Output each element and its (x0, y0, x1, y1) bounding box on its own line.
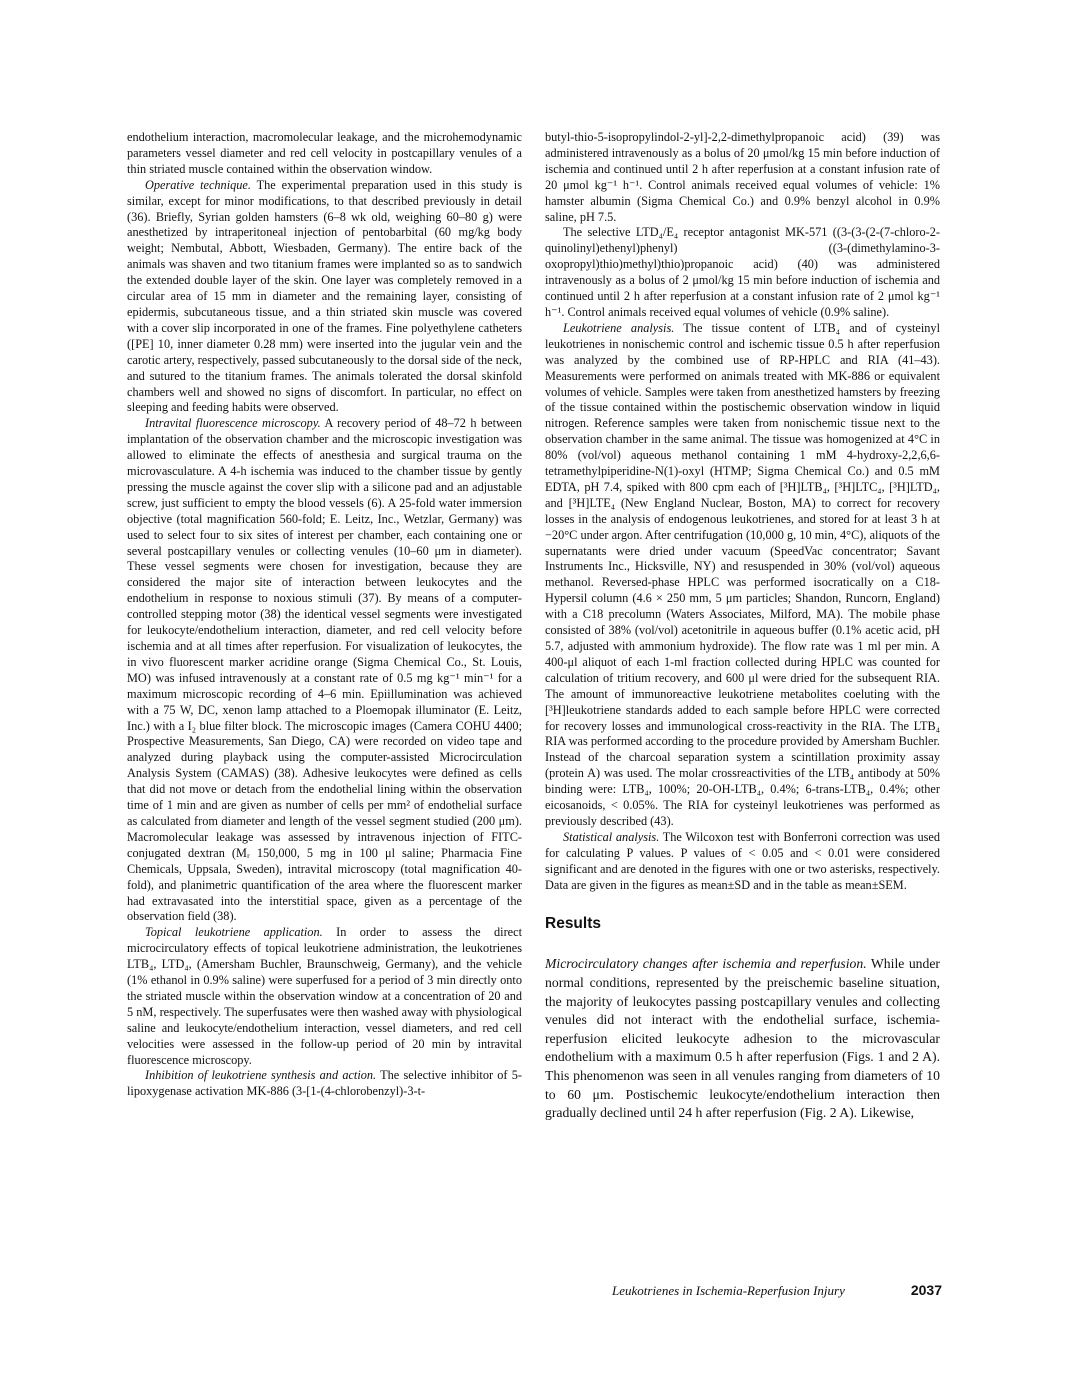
paragraph-heading: Intravital fluorescence microscopy. (145, 416, 321, 431)
paragraph-inhibition (127, 1068, 522, 1100)
paragraph-heading: Microcirculatory changes after ischemia and reperfusion. (545, 956, 867, 972)
paragraph-mk886-continued: butyl-thio-5-isopropylindol-2-yl]-2,2-dimethylpropanoic acid) (39) was administered intravenously as a bolus of 20 μmol/kg 15 min before induction of ischemia and continued until 2 h after reperfusion at a constant infusion rate of 20 μmol kg⁻¹ h⁻¹. Control animals received equal volumes of vehicle: 1% hamster albumin (Sigma Chemical Co.) and 0.9% benzyl alcohol in 0.9% saline, pH 7.5. (545, 130, 940, 224)
paragraph-operative-technique (127, 178, 522, 417)
right-column (545, 130, 940, 1123)
paragraph-body: The Wilcoxon test with Bonferroni correction was used for calculating P values. P values of < 0.05 and < 0.01 were considered significant and are denoted in the figures with one or two asterisks, respectively. Data are given in the figures as mean±SD and in the table as mean±SEM. (545, 829, 940, 892)
page-number: 2037 (910, 1282, 942, 1298)
paragraph-body: The tissue content of LTB₄ and of cysteinyl leukotrienes in nonischemic control and ischemic tissue 0.5 h after reperfusion was analyzed by the combined use of RP-HPLC and RIA (41–43). Measurements were performed on animals treated with MK-886 or equivalent volumes of vehicle. Samples were taken from anesthetized hamsters by freezing of the tissue contained within the postischemic observation window in liquid nitrogen. Reference samples were taken from nonischemic tissue next to the observation chamber in the same animal. The tissue was homogenized at 4°C in 80% (vol/vol) aqueous methanol containing 1 mM 4-hydroxy-2,2,6,6-tetramethylpiperidine-N(1)-oxyl (HTMP; Sigma Chemical Co.) and 0.5 mM EDTA, pH 7.4, spiked with 800 cpm each of [³H]LTB₄, [³H]LTC₄, [³H]LTD₄, and [³H]LTE₄ (New England Nuclear, Boston, MA) to correct for recovery losses in the analysis of endogenous leukotrienes, and stored for at least 3 h at −20°C under argon. After centrifugation (10,000 g, 10 min, 4°C), aliquots of the supernatants were dried under vacuum (SpeedVac concentrator; Savant Instruments Inc., Hicksville, NY) and resuspended in 30% (vol/vol) aqueous methanol. Reversed-phase HPLC was performed isocratically on a C18-Hypersil column (4.6 × 250 mm, 5 μm particles; Shandon, Runcorn, England) with a C18 precolumn (Waters Associates, Milford, MA). The mobile phase consisted of 38% (vol/vol) acetonitrile in aqueous buffer (0.1% acetic acid, pH 5.7, adjusted with ammonium hydroxide). The flow rate was 1 ml per min. A 400-μl aliquot of each 1-ml fraction collected during HPLC was counted for calculation of tritium recovery, and 600 μl were dried for the subsequent RIA. The amount of immunoreactive leukotriene metabolites coeluting with the [³H]leukotriene standards added to each sample before HPLC were corrected for recovery losses and immunological cross-reactivity in the RIA. The LTB₄ RIA was performed according to the procedure provided by Amersham Buchler. Instead of the charcoal separation system a scintillation proximity assay (protein A) was used. The molar crossreactivities of the LTB₄ antibody at 50% binding were: LTB₄, 100%; 20-OH-LTB₄, 0.4%; 6-trans-LTB₄, 0.4%; other eicosanoids, < 0.05%. The RIA for cysteinyl leukotrienes was performed as previously described (43). (545, 320, 940, 828)
paragraph-heading: Operative technique. (145, 177, 251, 192)
paragraph-intro-continued: endothelium interaction, macromolecular leakage, and the microhemodynamic parameters vessel diameter and red cell velocity in postcapillary venules of a thin striated muscle contained within the observation window. (127, 130, 522, 176)
paragraph-heading: Statistical analysis. (563, 829, 660, 844)
page-footer (612, 1283, 942, 1299)
paragraph-body: In order to assess the direct microcirculatory effects of topical leukotriene administration, the leukotrienes LTB₄, LTD₄, (Amersham Buchler, Braunschweig, Germany), and the vehicle (1% ethanol in 0.9% saline) were superfused for a period of 3 min directly onto the striated muscle within the observation window at a concentration of 20 and 5 nM, respectively. The superfusates were then washed away with physiological saline and leukocyte/endothelium interaction, vessel diameters, and red cell velocities were assessed in the follow-up period of 20 min by intravital fluorescence microscopy. (127, 925, 522, 1067)
paragraph-results-microcirculatory (545, 955, 940, 1122)
paragraph-topical-application (127, 925, 522, 1068)
left-column (127, 130, 522, 1100)
results-text (545, 955, 940, 1122)
paragraph-intravital-microscopy (127, 416, 522, 925)
paragraph-body: While under normal conditions, represented by the preischemic baseline situation, the majority of leukocytes passing postcapillary venules and collecting venules did not interact with the endothelial surface, ischemia-reperfusion elicited leukocyte adhesion to the microvascular endothelium with a maximum 0.5 h after reperfusion (Figs. 1 and 2 A). This phenomenon was seen in all venules ranging from diameters of 10 to 60 μm. Postischemic leukocyte/endothelium interaction then gradually declined until 24 h after reperfusion (Fig. 2 A). Likewise, (545, 956, 940, 1121)
paragraph-body: The experimental preparation used in this study is similar, except for minor modifications, to that described previously in detail (36). Briefly, Syrian golden hamsters (6–8 wk old, weighing 60–80 g) were anesthetized by intraperitoneal injection of pentobarbital (60 mg/kg body weight; Nembutal, Abbott, Wiesbaden, Germany). The entire back of the animals was shaven and two titanium frames were implanted so as to sandwich the extended double layer of the skin. One layer was completely removed in a circular area of 15 mm in diameter and the remaining layer, consisting of epidermis, subcutaneous tissue, and a thin striated skin muscle was covered with a cover slip incorporated in one of the frames. Fine polyethylene catheters ([PE] 10, inner diameter 0.28 mm) were inserted into the jugular vein and the carotic artery, respectively, passed subcutaneously to the dorsal side of the neck, and sutured to the titanium frames. The animals tolerated the dorsal skinfold chambers well and showed no signs of discomfort. In particular, no effect on sleeping and feeding habits were observed. (127, 177, 522, 415)
paragraph-heading: Topical leukotriene application. (145, 925, 323, 940)
paragraph-heading: Leukotriene analysis. (563, 320, 675, 335)
paragraph-leukotriene-analysis (545, 321, 940, 830)
section-heading-results: Results (545, 914, 601, 932)
paragraph-mk571: The selective LTD₄/E₄ receptor antagonist MK-571 ((3-(3-(2-(7-chloro-2-quinolinyl)ethenyl)phenyl) ((3-(dimethylamino-3-oxopropyl)thio)methyl)thio)propanoic acid) (40) was administered intravenously as a bolus of 2 μmol/kg 15 min before induction of ischemia and continued until 2 h after reperfusion at a constant infusion rate of 2 μmol kg⁻¹ h⁻¹. Control animals received equal volumes of vehicle (0.9% saline). (545, 225, 940, 319)
running-title: Leukotrienes in Ischemia-Reperfusion Injury (612, 1283, 845, 1298)
paragraph-body: The selective inhibitor of 5-lipoxygenase activation MK-886 (3-[1-(4-chlorobenzyl)-3-t- (127, 1068, 522, 1099)
paragraph-statistical-analysis (545, 830, 940, 894)
paragraph-body: A recovery period of 48–72 h between implantation of the observation chamber and the microscopic investigation was allowed to eliminate the effects of anesthesia and surgical trauma on the microvasculature. A 4-h ischemia was induced to the chamber tissue by gently pressing the muscle against the cover slip with a silicone pad and an adjustable screw, just sufficient to empty the blood vessels (6). A 25-fold water immersion objective (total magnification 560-fold; E. Leitz, Inc., Wetzlar, Germany) was used to select four to six sites of interest per chamber, each containing one or several postcapillary venules or collecting venules (10–60 μm in diameter). These vessel segments were chosen for investigation, because they are considered the major site of interaction between leukocytes and the endothelium in response to noxious stimuli (37). By means of a computer-controlled stepping motor (38) the identical vessel segments were investigated for leukocyte/endothelium interaction, diameter, and red cell velocity before ischemia and at all times after reperfusion. For visualization of leukocytes, the in vivo fluorescent marker acridine orange (Sigma Chemical Co., St. Louis, MO) was infused intravenously at a constant rate of 0.5 mg kg⁻¹ min⁻¹ for a maximum microscopic recording of 4–6 min. Epiillumination was achieved with a 75 W, DC, xenon lamp attached to a Ploemopak illuminator (E. Leitz, Inc.) with a I₂ blue filter block. The microscopic images (Camera COHU 4400; Prospective Measurements, San Diego, CA) were recorded on video tape and analyzed during playback using the computer-assisted Microcirculation Analysis System (CAMAS) (38). Adhesive leukocytes were defined as cells that did not move or detach from the endothelial lining within the observation time of 1 min and are given as number of cells per mm² of endothelial surface as calculated from diameter and length of the vessel segment studied (200 μm). Macromolecular leakage was assessed by intravenous injection of FITC-conjugated dextran (Mᵣ 150,000, 5 mg in 100 μl saline; Pharmacia Fine Chemicals, Uppsala, Sweden), intravital microscopy (total magnification 40-fold), and planimetric quantification of the area where the fluorescent marker had extravasated into the interstitial space, given as a percentage of the observation field (38). (127, 416, 522, 924)
paragraph-heading: Inhibition of leukotriene synthesis and action. (145, 1068, 377, 1083)
